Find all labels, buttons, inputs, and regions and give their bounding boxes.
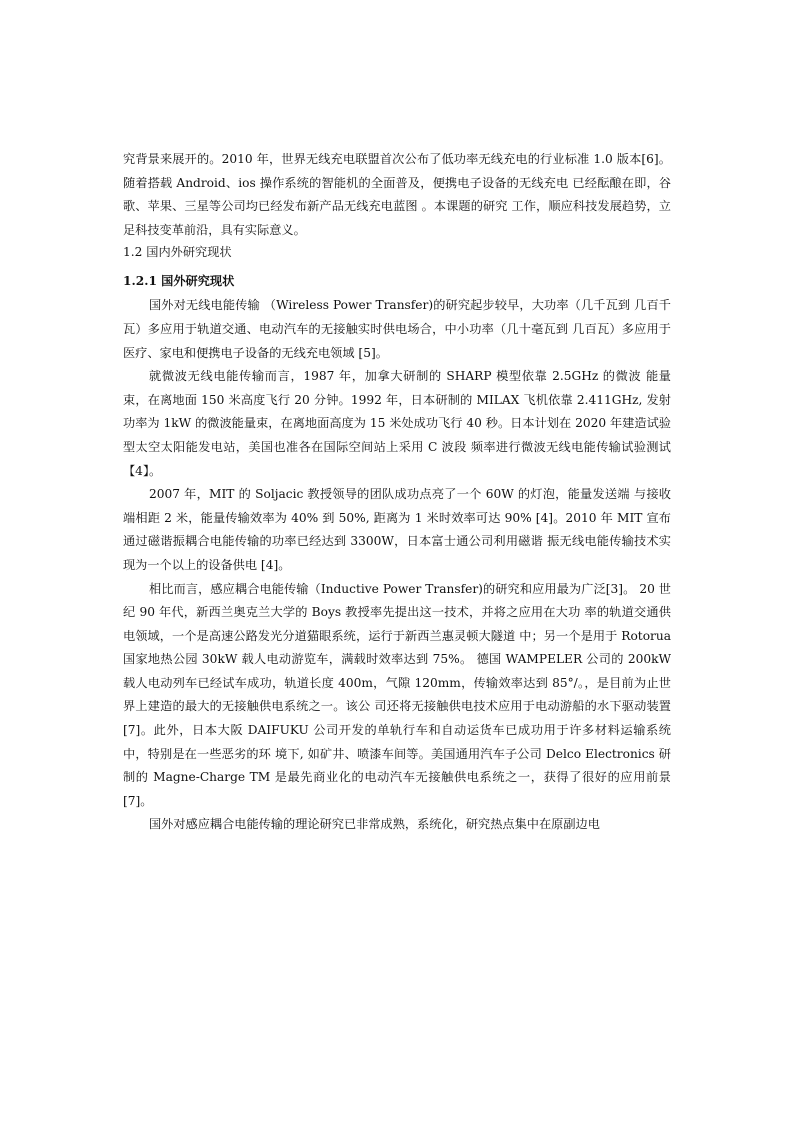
document-page [123, 148, 671, 837]
paragraph-microwave: 就微波无线电能传输而言，1987 年，加拿大研制的 SHARP 模型依靠 2.5GHz 的微波 能量束，在离地面 150 米高度飞行 20 分钟。1992 年，日本研制的 MILAX 飞机依靠 2.411GHz, 发射功率为 1kW 的微波能量束，在离地面高度为 15 米处成功飞行 40 秒。日本计划在 2020 年建造试验型太空太阳能发电站，美国也准各在国际空间站上采用 C 波段 频率进行微波无线电能传输试验测试【4】。 [123, 369, 671, 478]
subsection-heading: 1.2.1 国外研究现状 [123, 274, 235, 289]
paragraph-theory: 国外对感应耦合电能传输的理论研究已非常成熟，系统化，研究热点集中在原副边电 [149, 817, 600, 832]
paragraph-mit-resonance: 2007 年，MIT 的 Soljacic 教授领导的团队成功点亮了一个 60W 的灯泡，能量发送端 与接收端相距 2 米，能量传输效率为 40% 到 50%, 距离为 1 米时效率可达 90% [4]。2010 年 MIT 宣布通过磁谐振耦合电能传输的功率已经达到 3300W，日本富士通公司利用磁谐 振无线电能传输技术实现为一个以上的设备供电 [4]。 [123, 487, 671, 572]
paragraph-background: 究背景来展开的。2010 年，世界无线充电联盟首次公布了低功率无线充电的行业标准 1.0 版本[6]。随着搭载 Android、ios 操作系统的智能机的全面普及，便携电子设备的无线充电 已经酝酿在即，谷歌、苹果、三星等公司均已经发布新产品无线充电蓝图 。本课题的研究 工作，顺应科技发展趋势，立足科技变革前沿，具有实际意义。 [123, 152, 671, 237]
paragraph-wpt-overview: 国外对无线电能传输 （Wireless Power Transfer)的研究起步较早，大功率（几千瓦到 几百千瓦）多应用于轨道交通、电动汽车的无接触实时供电场合，中小功率（几十毫瓦到 几百瓦）多应用于医疗、家电和便携电子设备的无线充电领域 [5]。 [123, 298, 671, 360]
section-heading: 1.2 国内外研究现状 [123, 245, 232, 260]
paragraph-inductive: 相比而言，感应耦合电能传输（Inductive Power Transfer)的研究和应用最为广泛[3]。 20 世纪 90 年代，新西兰奥克兰大学的 Boys 教授率先提出这一技术，并将之应用在大功 率的轨道交通供电领域，一个是高速公路发光分道猫眼系统，运行于新西兰惠灵顿大隧道 中；另一个是用于 Rotorua 国家地热公园 30kW 载人电动游览车，满载时效率达到 75%。 德国 WAMPELER 公司的 200kW 载人电动列车已经试车成功，轨道长度 400m，气隙 120mm，传输效率达到 85°/。，是目前为止世界上建造的最大的无接触供电系统之一。该公 司还将无接触供电技术应用于电动游船的水下驱动装置[7]。此外，日本大阪 DAIFUKU 公司开发的单轨行车和自动运货车已成功用于许多材料运输系统中，特别是在一些恶劣的环 境下, 如矿井、喷漆车间等。美国通用汽车子公司 Delco Electronics 研制的 Magne-Charge TM 是最先商业化的电动汽车无接触供电系统之一，获得了很好的应用前景 [7]。 [123, 581, 671, 808]
